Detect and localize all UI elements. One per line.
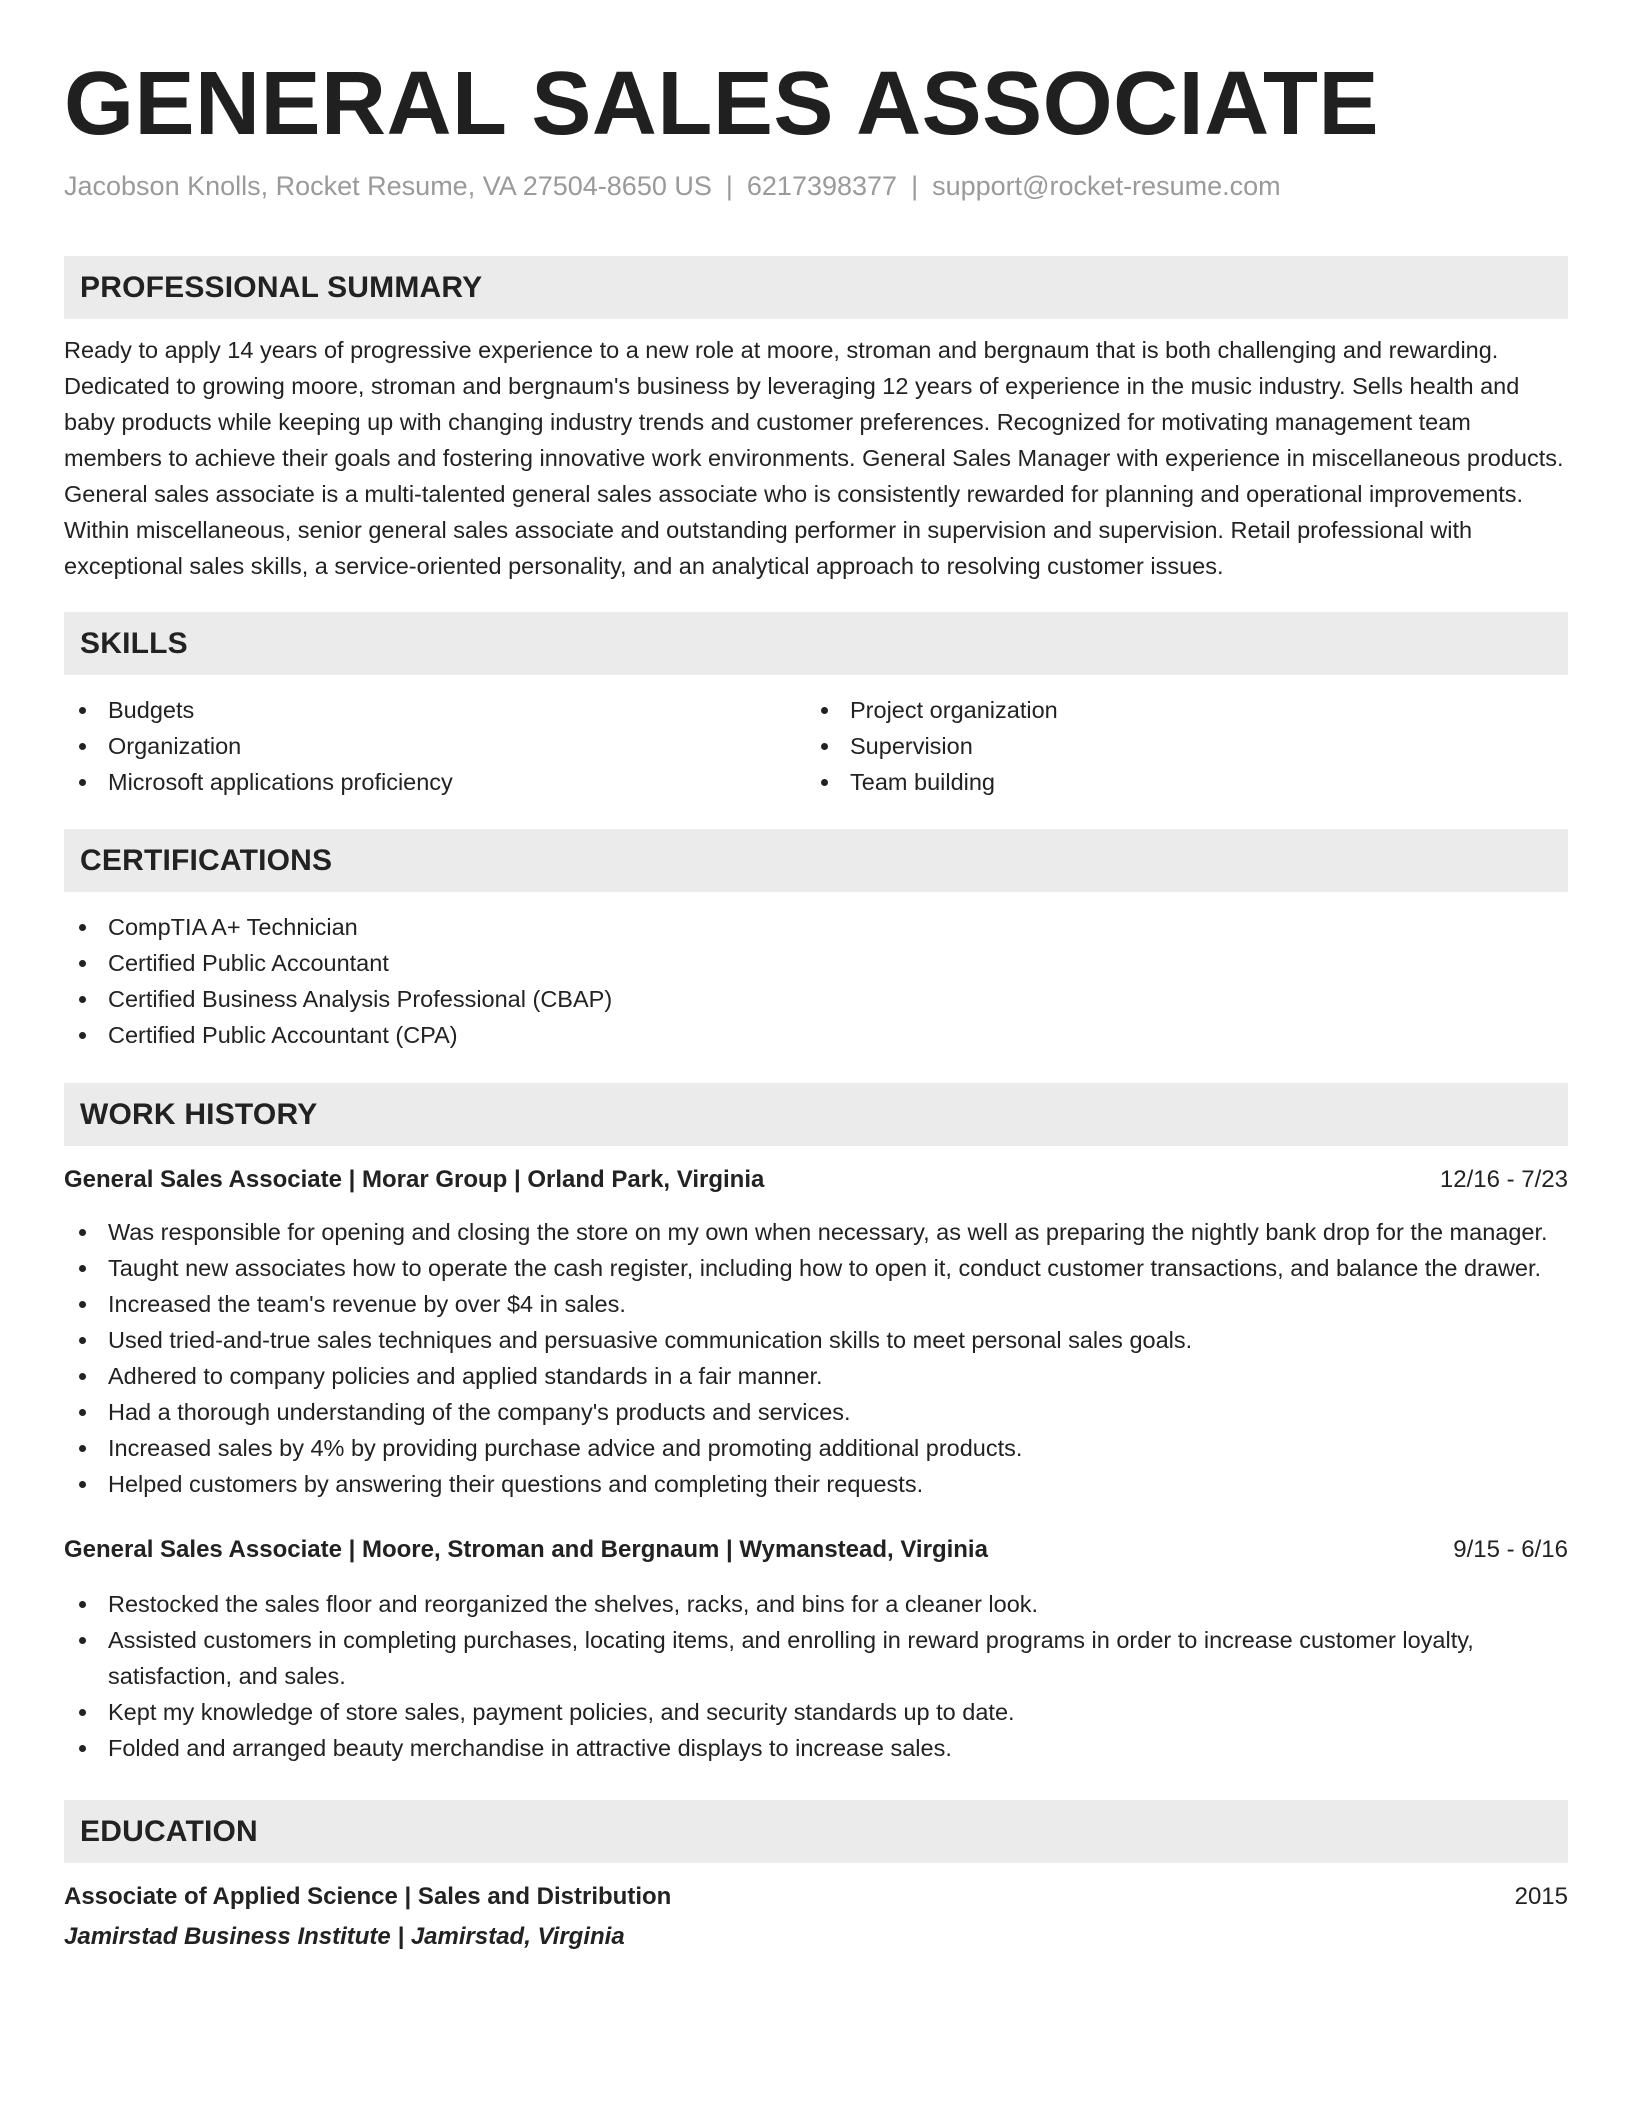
contact-email: support@rocket-resume.com bbox=[932, 171, 1281, 201]
job-dates: 12/16 - 7/23 bbox=[1439, 1166, 1568, 1193]
certification-item: CompTIA A+ Technician bbox=[64, 909, 1568, 945]
certification-item: Certified Business Analysis Professional (CBAP) bbox=[64, 981, 1568, 1017]
contact-address: Jacobson Knolls, Rocket Resume, VA 27504-8650 US bbox=[64, 171, 712, 201]
job-title: General Sales Associate | Morar Group | Orland Park, Virginia bbox=[64, 1166, 765, 1193]
skills-column-right bbox=[806, 692, 1548, 800]
skill-item: Supervision bbox=[806, 728, 1548, 764]
job-header bbox=[64, 1532, 1568, 1568]
education-school: Jamirstad Business Institute | Jamirstad, Virginia bbox=[64, 1923, 625, 1950]
education-header bbox=[64, 1879, 1568, 1915]
job-bullet: Increased sales by 4% by providing purchase advice and promoting additional products. bbox=[64, 1430, 1568, 1466]
job-bullets bbox=[64, 1214, 1568, 1502]
job-bullet: Folded and arranged beauty merchandise in attractive displays to increase sales. bbox=[64, 1730, 1568, 1766]
certification-item: Certified Public Accountant bbox=[64, 945, 1568, 981]
contact-separator: | bbox=[725, 171, 733, 201]
job-dates: 9/15 - 6/16 bbox=[1453, 1536, 1568, 1563]
job-bullet: Was responsible for opening and closing the store on my own when necessary, as well as preparing the nightly bank drop for the manager. bbox=[64, 1214, 1568, 1250]
job-bullet: Restocked the sales floor and reorganized the shelves, racks, and bins for a cleaner look. bbox=[64, 1586, 1568, 1622]
section-heading-summary: PROFESSIONAL SUMMARY bbox=[64, 256, 1568, 319]
contact-line bbox=[64, 168, 1568, 204]
certification-item: Certified Public Accountant (CPA) bbox=[64, 1017, 1568, 1053]
job-bullets bbox=[64, 1586, 1568, 1766]
summary-text: Ready to apply 14 years of progressive experience to a new role at moore, stroman and bergnaum that is both challenging and rewarding. Dedicated to growing moore, stroman and bergnaum's business by leveraging 12 years of experience in the music industry. Sells health and baby products while keeping up with changing industry trends and customer preferences. Recognized for motivating management team members to achieve their goals and fostering innovative work environments. General Sales Manager with experience in miscellaneous products. General sales associate is a multi-talented general sales associate who is consistently rewarded for planning and operational improvements. Within miscellaneous, senior general sales associate and outstanding performer in supervision and supervision. Retail professional with exceptional sales skills, a service-oriented personality, and an analytical approach to resolving customer issues. bbox=[64, 337, 1564, 579]
certifications-list bbox=[64, 909, 1568, 1053]
job-bullet: Kept my knowledge of store sales, payment policies, and security standards up to date. bbox=[64, 1694, 1568, 1730]
section-heading-work-history: WORK HISTORY bbox=[64, 1083, 1568, 1146]
contact-separator: | bbox=[911, 171, 919, 201]
job-bullet: Taught new associates how to operate the cash register, including how to open it, conduct customer transactions, and balance the drawer. bbox=[64, 1250, 1568, 1286]
skill-item: Budgets bbox=[64, 692, 806, 728]
job-bullet: Assisted customers in completing purchases, locating items, and enrolling in reward programs in order to increase customer loyalty, satisfaction, and sales. bbox=[64, 1622, 1568, 1694]
skill-item: Organization bbox=[64, 728, 806, 764]
job-bullet: Adhered to company policies and applied standards in a fair manner. bbox=[64, 1358, 1568, 1394]
resume-title: GENERAL SALES ASSOCIATE bbox=[64, 54, 1380, 154]
section-heading-certifications: CERTIFICATIONS bbox=[64, 829, 1568, 892]
skills-column-left bbox=[64, 692, 806, 800]
education-degree: Associate of Applied Science | Sales and Distribution bbox=[64, 1883, 672, 1910]
job-title: General Sales Associate | Moore, Stroman and Bergnaum | Wymanstead, Virginia bbox=[64, 1536, 988, 1563]
job-bullet: Helped customers by answering their questions and completing their requests. bbox=[64, 1466, 1568, 1502]
contact-phone: 6217398377 bbox=[746, 171, 898, 201]
section-heading-education: EDUCATION bbox=[64, 1800, 1568, 1863]
skill-item: Project organization bbox=[806, 692, 1548, 728]
job-bullet: Increased the team's revenue by over $4 in sales. bbox=[64, 1286, 1568, 1322]
skill-item: Microsoft applications proficiency bbox=[64, 764, 806, 800]
job-bullet: Used tried-and-true sales techniques and persuasive communication skills to meet personal sales goals. bbox=[64, 1322, 1568, 1358]
skills-grid bbox=[64, 692, 1568, 800]
job-header bbox=[64, 1162, 1568, 1198]
section-heading-skills: SKILLS bbox=[64, 612, 1568, 675]
education-year: 2015 bbox=[1514, 1883, 1568, 1910]
skill-item: Team building bbox=[806, 764, 1548, 800]
job-bullet: Had a thorough understanding of the company's products and services. bbox=[64, 1394, 1568, 1430]
